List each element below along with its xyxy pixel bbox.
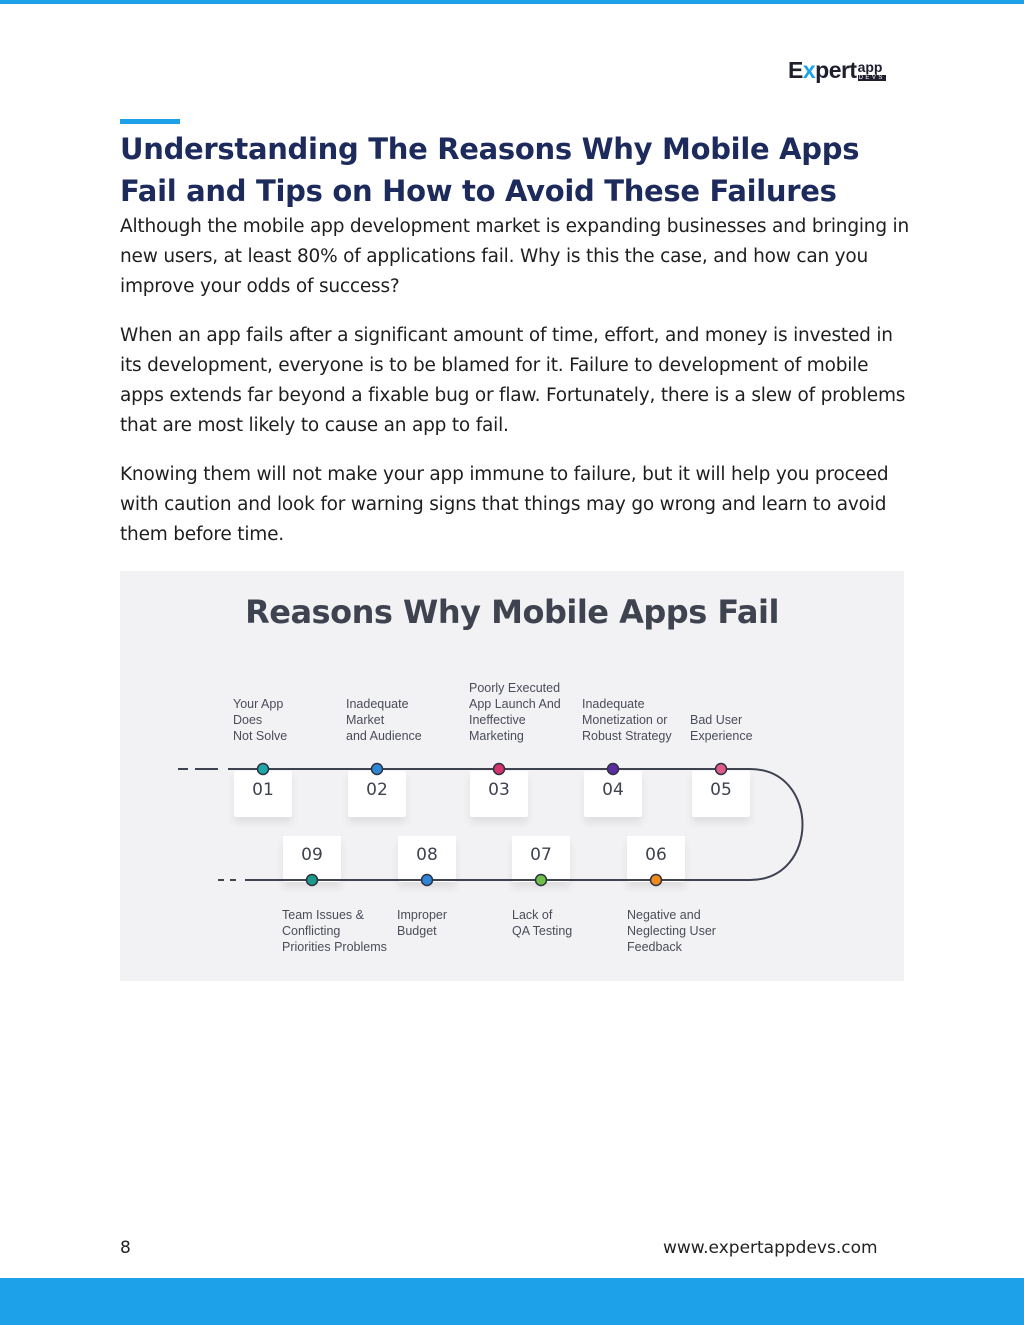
logo-wordmark: Expert — [788, 56, 857, 83]
infographic-title: Reasons Why Mobile Apps Fail — [245, 593, 779, 631]
step-number: 05 — [710, 780, 732, 800]
page-number: 8 — [120, 1238, 131, 1258]
logo-app-text: app — [857, 58, 883, 75]
top-accent-bar — [0, 0, 1024, 4]
step-dot — [372, 764, 383, 775]
step-number: 02 — [366, 780, 388, 800]
bottom-accent-bar — [0, 1278, 1024, 1325]
step-number: 08 — [416, 845, 438, 865]
step-label: Lack of QA Testing — [512, 908, 573, 938]
website-link[interactable]: www.expertappdevs.com — [663, 1238, 878, 1258]
step-label: Poorly Executed App Launch And Ineffective Marketing — [469, 681, 561, 743]
page-heading: Understanding The Reasons Why Mobile Apps Fail and Tips on How to Avoid These Failures — [120, 132, 860, 208]
reasons-infographic — [120, 571, 904, 981]
step-number: 09 — [301, 845, 323, 865]
paragraph-3: Knowing them will not make your app immune to failure, but it will help you proceed with caution and look for warning signs that things may go wrong and learn to avoid them before time. — [120, 464, 889, 545]
step-dot — [422, 875, 433, 886]
step-dot — [307, 875, 318, 886]
step-label: Inadequate Monetization or Robust Strategy — [582, 697, 672, 743]
step-label: Bad User Experience — [690, 713, 753, 743]
step-label: Your App Does Not Solve — [233, 697, 288, 743]
paragraph-2: When an app fails after a significant amount of time, effort, and money is invested in its development, everyone is to be blamed for it. Failure to development of mobile apps extends far beyond a fixable bug or flaw. Fortunately, there is a slew of problems that are most likely to cause an app to fail. — [120, 325, 906, 436]
step-dot — [258, 764, 269, 775]
step-number: 06 — [645, 845, 667, 865]
step-number: 03 — [488, 780, 510, 800]
step-label: Negative and Neglecting User Feedback — [627, 908, 716, 954]
step-label: Team Issues & Conflicting Priorities Problems — [282, 908, 387, 954]
paragraph-1: Although the mobile app development market is expanding businesses and bringing in new users, at least 80% of applications fail. Why is this the case, and how can you improve your odds of success? — [120, 216, 910, 297]
step-dot — [494, 764, 505, 775]
step-dot — [536, 875, 547, 886]
step-number: 04 — [602, 780, 624, 800]
step-label: Improper Budget — [397, 908, 448, 938]
step-label: Inadequate Market and Audience — [346, 697, 422, 743]
step-dot — [608, 764, 619, 775]
step-dot — [651, 875, 662, 886]
brand-logo — [788, 55, 886, 85]
heading-accent-line — [120, 119, 180, 124]
logo-devs-text: DEVS — [858, 74, 885, 81]
step-number: 01 — [252, 780, 274, 800]
step-dot — [716, 764, 727, 775]
step-number: 07 — [530, 845, 552, 865]
